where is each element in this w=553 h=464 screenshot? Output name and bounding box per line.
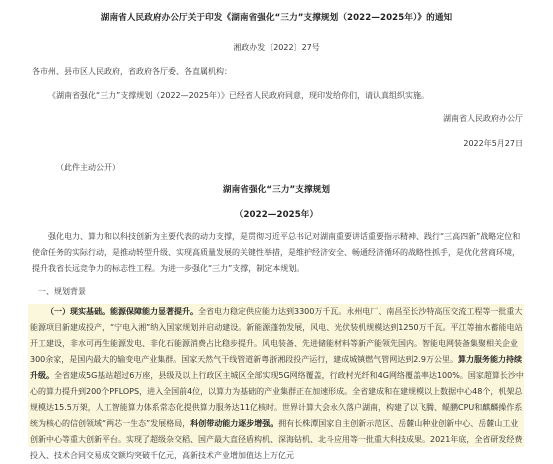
notice-body: 《湖南省强化“三力”支撑规划（2022—2025年）》已经省人民政府同意，现印发给你们，请认真组织实施。	[48, 91, 430, 100]
highlighted-paragraph	[28, 304, 524, 460]
plan-intro-paragraph: 强化电力、算力和以科技创新为主要代表的动力支撑，是贯彻习近平总书记对湖南重要讲话重要指示精神、践行“三高四新”战略定位和使命任务的实际行动，是推动转型升级、实现高质量发展的关键性举措，是维护经济安全、畅通经济循环的战略性抓手，是优化营商环境，提升我省长远竞争力的标志性工程。为进一步强化“三力”支撑，制定本规划。	[32, 232, 521, 273]
salutation: 各市州、县市区人民政府，省政府各厅委、各直属机构：	[32, 67, 232, 76]
paragraph-subhead-bold: 算力服务能力持续升级。	[30, 355, 522, 380]
paragraph-text: 全省建成5G基站超过6万座，县级及以上行政区主城区全部实现5G网络覆盖，行政村光纤和4G网络覆盖率达100%。国家超算长沙中心的算力提升到200个PFLOPS，进入全国前4位，以算力为基础的产业集群正在加速形成。全省建成和在建规模以上数据中心48个，机架总规模达15.5万架，人工智能算力体系常态化提供算力服务达11亿核时。世界计算大会永久落户湖南，构建了以飞腾、鲲鹏CPU和麒麟操作系统为核心的信创领域“两芯一生态”发展格局，	[30, 371, 524, 428]
issue-date: 2022年5月27日	[463, 139, 523, 148]
section-heading: 一、规划背景	[38, 287, 86, 296]
paragraph-lead-bold: （一）现实基础。能源保障能力显著提升。	[46, 307, 198, 316]
document-number: 湘政办发〔2022〕27号	[233, 43, 320, 52]
paragraph-text: 拥有长株潭国家自主创新示范区、岳麓山种业创新中心、岳麓山工业创新中心等重大创新平台。实现了超级杂交稻、国产最大直径盾构机、深海钻机、北斗应用等一批重大科技成果。2021年底，全省研发经费投入、技术合同交易成交额均突破千亿元，高新技术产业增加值达上万亿元	[30, 419, 523, 460]
issuer-signature: 湖南省人民政府办公厅	[443, 114, 523, 123]
public-disclosure-note: （此件主动公开）	[56, 163, 120, 172]
plan-subtitle: （2022—2025年）	[234, 210, 319, 220]
plan-title: 湖南省强化“三力”支撑规划	[222, 185, 331, 195]
paragraph-subhead-bold: 科创带动能力逐步增强。	[190, 419, 279, 428]
notice-title: 湖南省人民政府办公厅关于印发《湖南省强化“三力”支撑规划（2022—2025年）》的通知	[100, 13, 453, 23]
paragraph-text: 全省电力稳定供应能力达到3300万千瓦。永州电厂、南昌至长沙特高压交流工程等一批重大能源项目新建成投产，“宁电入湘”纳入国家规划并启动建设。新能源蓬勃发展，风电、光伏装机规模达到1250万千瓦。平江等抽水蓄能电站开工建设，非水可再生能源发电、非化石能源消费占比稳步提升。风电装备、先进储能材料等新产能领先国内。智能电网装备集聚相关企业300余家，是国内最大的输变电产业集群。国家天然气干线管道新粤浙湘段投产运行，建成城镇燃气管网达到2.9万公里。	[30, 307, 523, 364]
